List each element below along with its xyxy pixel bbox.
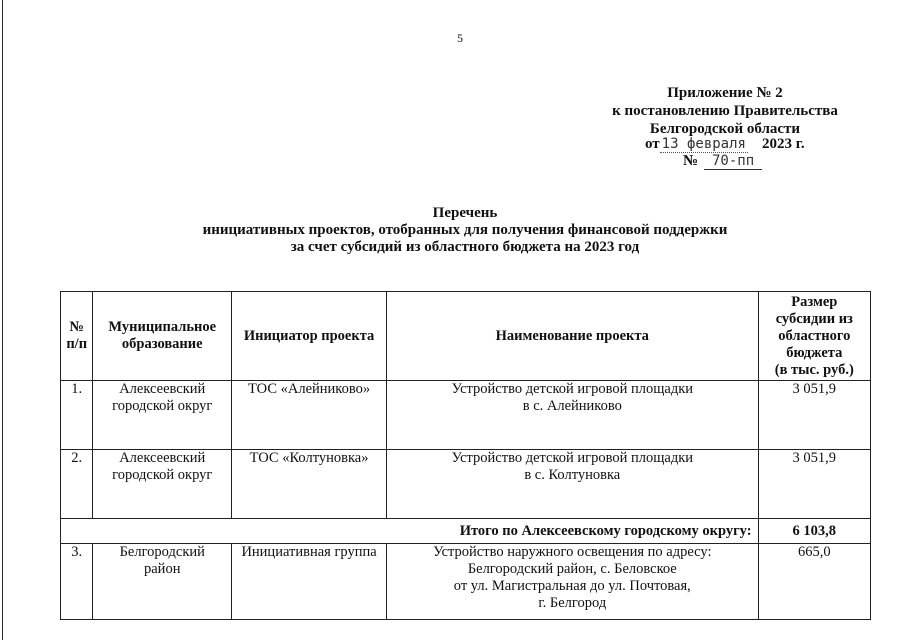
row-project: Устройство детской игровой площадки в с. Алейниково xyxy=(387,381,759,450)
header-project: Наименование проекта xyxy=(387,292,759,381)
header-municipality: Муниципальное образование xyxy=(93,292,232,381)
table-header-row xyxy=(61,292,871,381)
row-amount: 3 051,9 xyxy=(758,381,870,450)
subtotal-amount: 6 103,8 xyxy=(758,519,870,544)
header-number: № п/п xyxy=(61,292,93,381)
title-line-2: инициативных проектов, отобранных для получения финансовой поддержки xyxy=(202,222,728,238)
page-number: 5 xyxy=(457,31,463,45)
row-municipality: Белгородский район xyxy=(93,544,232,620)
row-amount: 665,0 xyxy=(758,544,870,620)
projects-table xyxy=(60,291,871,620)
row-project: Устройство детской игровой площадки в с. Колтуновка xyxy=(387,450,759,519)
row-initiator: ТОС «Алейниково» xyxy=(232,381,387,450)
row-initiator: Инициативная группа xyxy=(232,544,387,620)
appendix-number-line xyxy=(683,153,762,170)
table-row xyxy=(61,450,871,519)
row-project: Устройство наружного освещения по адресу: Белгородский район, с. Беловское от ул. Магистральная до ул. Почтовая, г. Белгород xyxy=(387,544,759,620)
subtotal-label: Итого по Алексеевскому городскому округу: xyxy=(61,519,759,544)
row-amount: 3 051,9 xyxy=(758,450,870,519)
date-prefix: от xyxy=(645,136,660,152)
subtotal-row xyxy=(61,519,871,544)
row-municipality: Алексеевский городской округ xyxy=(93,450,232,519)
row-initiator: ТОС «Колтуновка» xyxy=(232,450,387,519)
title-line-1: Перечень xyxy=(432,205,498,221)
appendix-title: Приложение № 2 xyxy=(667,85,783,101)
title-line-3: за счет субсидий из областного бюджета на 2023 год xyxy=(290,239,640,255)
row-number: 2. xyxy=(61,450,93,519)
scan-edge-line xyxy=(2,0,3,640)
document-title xyxy=(150,205,780,256)
date-year: 2023 г. xyxy=(761,136,805,152)
number-value: 70-пп xyxy=(704,153,762,170)
appendix-line-resolution: к постановлению Правительства xyxy=(612,103,838,119)
number-prefix: № xyxy=(683,153,699,169)
appendix-line-region: Белгородской области xyxy=(649,121,801,137)
header-subsidy: Размер субсидии из областного бюджета (в тыс. руб.) xyxy=(758,292,870,381)
row-municipality: Алексеевский городской округ xyxy=(93,381,232,450)
appendix-header xyxy=(600,84,850,138)
appendix-date-line xyxy=(645,136,805,153)
date-value: 13 февраля xyxy=(661,136,746,152)
row-number: 3. xyxy=(61,544,93,620)
table-row xyxy=(61,381,871,450)
table-row xyxy=(61,544,871,620)
header-initiator: Инициатор проекта xyxy=(232,292,387,381)
row-number: 1. xyxy=(61,381,93,450)
